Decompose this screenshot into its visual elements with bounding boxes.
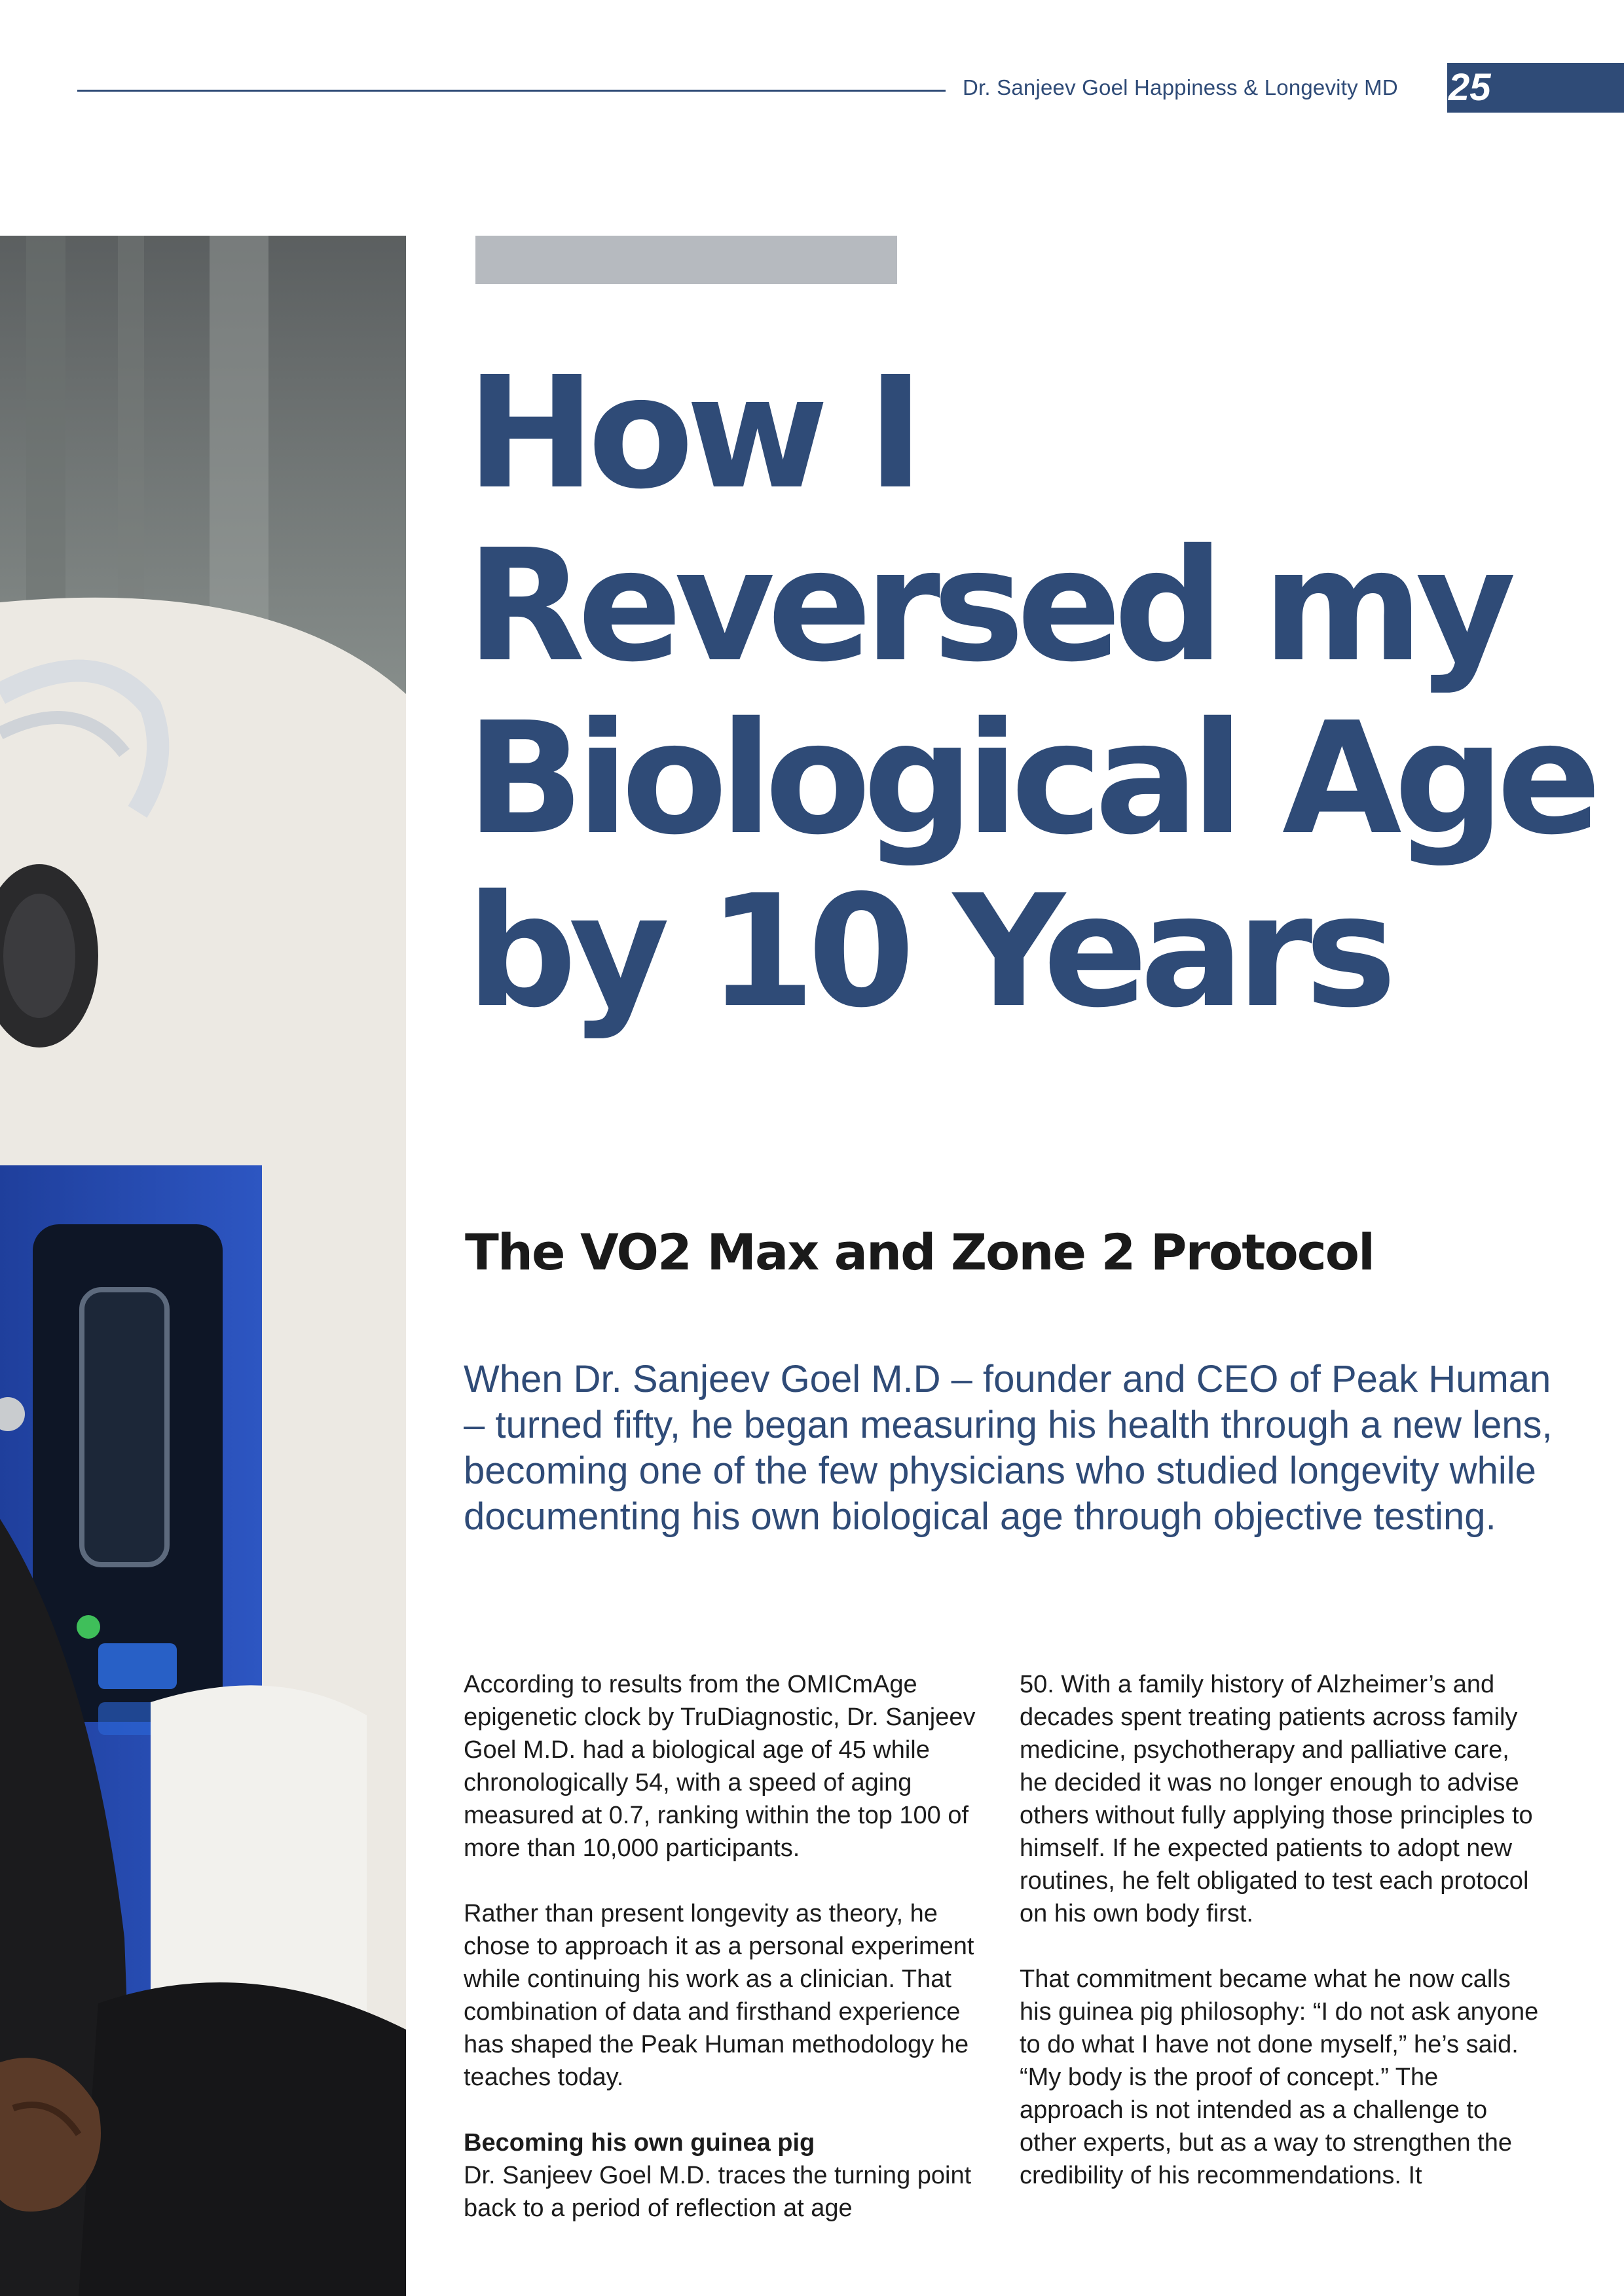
body-column-right (1020, 1668, 1543, 2225)
title-accent-bar (475, 236, 897, 284)
body-paragraph: Rather than present longevity as theory, he chose to approach it as a personal experiment while continuing his work as a clinician. That combination of data and firsthand experience has shaped the Peak Human methodology he teaches today. (464, 1900, 974, 2091)
section-heading: Becoming his own guinea pig (464, 2129, 815, 2157)
page-number: 25 (1449, 66, 1491, 109)
article-photo (0, 236, 406, 2296)
body-paragraph: According to results from the OMICmAge epigenetic clock by TruDiagnostic, Dr. Sanjeev Goel M.D. had a biological age of 45 while chronologically 54, with a speed of aging measured at 0.7, ranking within the top 100 of more than 10,000 participants. (464, 1671, 976, 1862)
header-rule (77, 90, 946, 92)
article-title: How I Reversed my Biological Age by 10 Years (466, 343, 1594, 1042)
body-column-left (464, 1668, 987, 2257)
running-title: Dr. Sanjeev Goel Happiness & Longevity MD (963, 75, 1398, 100)
body-paragraph: Dr. Sanjeev Goel M.D. traces the turning point back to a period of reflection at age (464, 2162, 972, 2222)
lead-paragraph: When Dr. Sanjeev Goel M.D – founder and CEO of Peak Human – turned fifty, he began measuring his health through a new lens, becoming one of the few physicians who studied longevity while documenting his own biological age through objective testing. (464, 1358, 1553, 1538)
article-subtitle: The VO2 Max and Zone 2 Protocol (465, 1223, 1375, 1281)
body-paragraph: 50. With a family history of Alzheimer’s and decades spent treating patients across family medicine, psychotherapy and palliative care, he decided it was no longer enough to advise others without fully applying those principles to himself. If he expected patients to adopt new routines, he felt obligated to test each protocol on his own body first. (1020, 1671, 1533, 1927)
body-paragraph: That commitment became what he now calls his guinea pig philosophy: “I do not ask anyone to do what I have not done myself,” he’s said. “My body is the proof of concept.” The approach is not intended as a challenge to other experts, but as a way to strengthen the credibility of his recommendations. It (1020, 1965, 1539, 2189)
